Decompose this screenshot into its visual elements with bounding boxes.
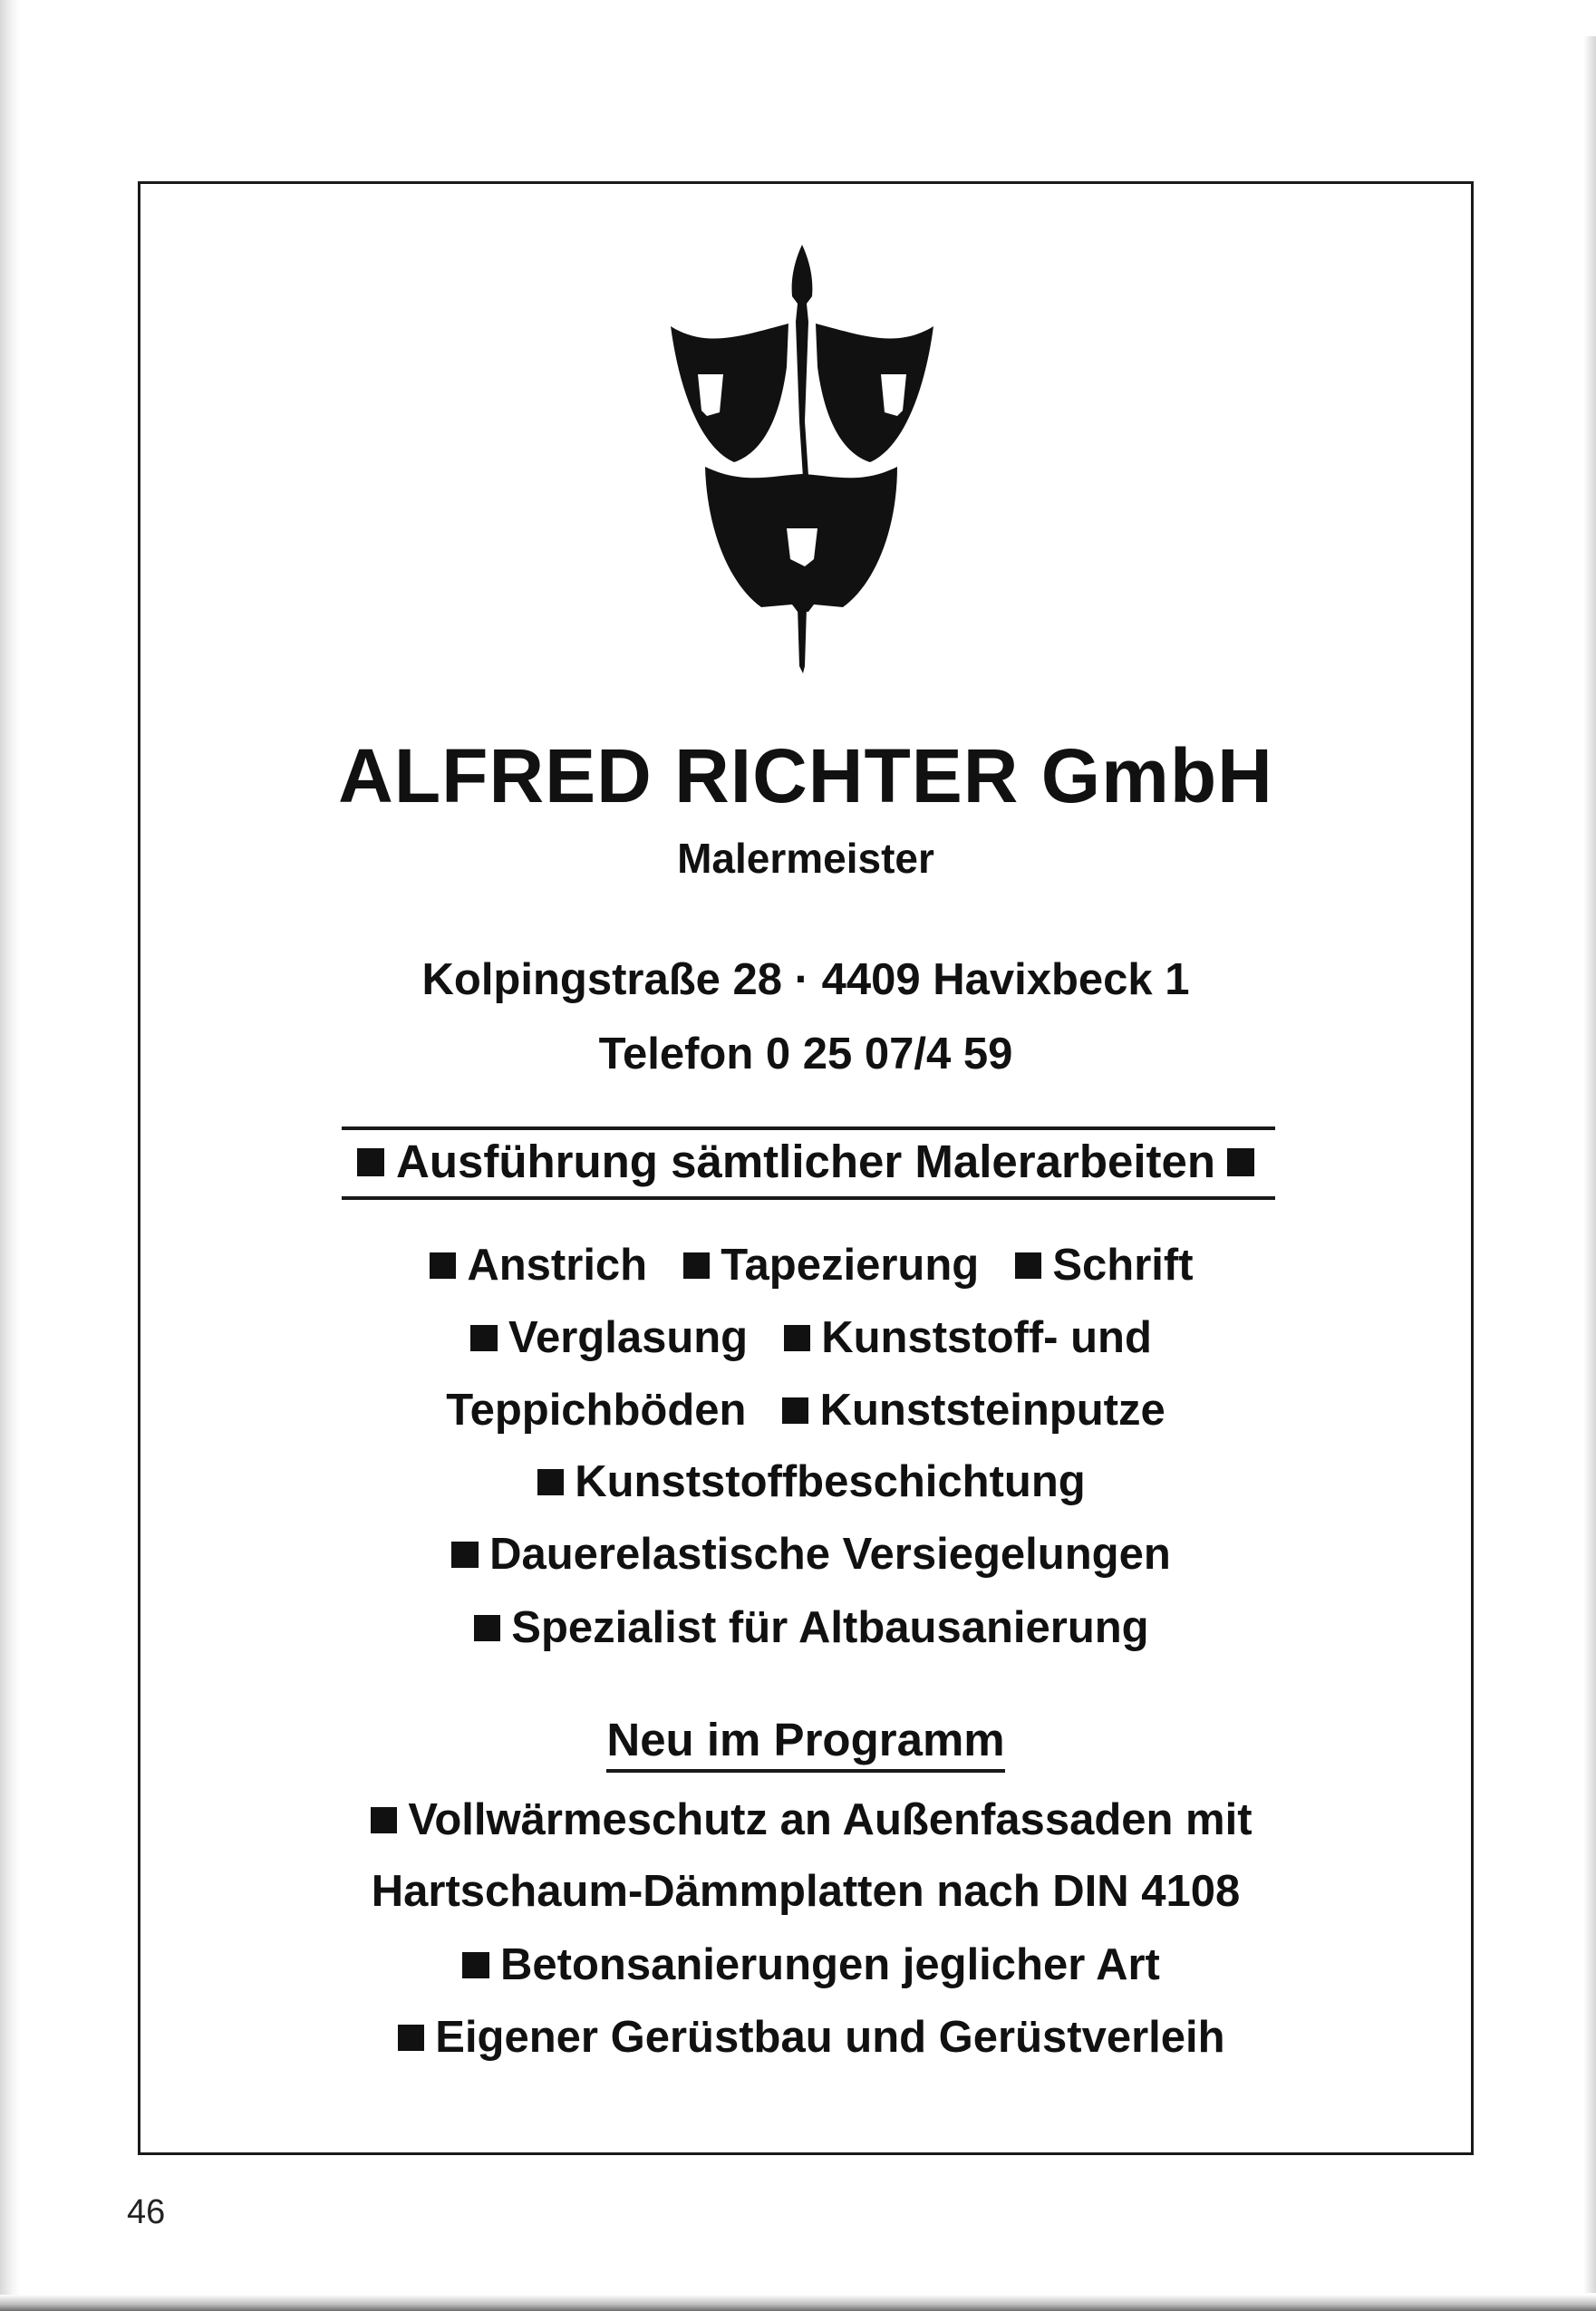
company-name: ALFRED RICHTER GmbH (338, 733, 1273, 818)
new-item-line (138, 2012, 1474, 2063)
new-item: Vollwärmeschutz an Außenfassaden mit (408, 1795, 1253, 1844)
new-item-line (138, 1866, 1474, 1917)
bullet-icon (451, 1542, 478, 1568)
bullet-icon (782, 1397, 808, 1424)
service-item: Teppichböden (446, 1386, 747, 1435)
bullet-icon (398, 2025, 424, 2051)
bullet-icon (537, 1469, 564, 1495)
bullet-icon (430, 1252, 456, 1279)
profession: Malermeister (677, 835, 934, 882)
bullet-icon (683, 1252, 710, 1279)
page-bottom-edge (0, 2295, 1596, 2311)
bullet-icon (371, 1807, 397, 1833)
service-item: Spezialist für Altbausanierung (511, 1603, 1149, 1652)
bullet-icon (470, 1325, 497, 1351)
new-item-line (138, 1939, 1474, 1990)
headline-rule-top (342, 1126, 1275, 1130)
service-item: Schrift (1052, 1241, 1194, 1290)
new-item: Eigener Gerüstbau und Gerüstverleih (435, 2013, 1225, 2062)
service-item: Verglasung (508, 1313, 749, 1362)
headline-rule-bottom (342, 1196, 1275, 1200)
services-line (138, 1312, 1474, 1363)
new-item: Hartschaum-Dämmplatten nach DIN 4108 (371, 1867, 1241, 1916)
service-item: Anstrich (467, 1241, 648, 1290)
page-number: 46 (127, 2193, 166, 2231)
service-item: Dauerelastische Versiegelungen (489, 1530, 1171, 1579)
services-line (138, 1529, 1474, 1580)
service-item: Tapezierung (721, 1241, 980, 1290)
paint-brush-logo-icon (671, 240, 933, 675)
bullet-icon (784, 1325, 810, 1351)
service-item: Kunststeinputze (819, 1386, 1166, 1435)
bullet-icon (1015, 1252, 1041, 1279)
bullet-icon (474, 1615, 500, 1641)
phone-number: Telefon 0 25 07/4 59 (598, 1030, 1013, 1078)
headline (138, 1135, 1474, 1188)
services-line (138, 1456, 1474, 1507)
new-program-heading (138, 1713, 1474, 1766)
service-item: Kunststoffbeschichtung (575, 1457, 1086, 1506)
new-program-heading-text: Neu im Programm (606, 1714, 1004, 1773)
bullet-icon (462, 1952, 488, 1978)
services-line (138, 1385, 1474, 1436)
headline-text: Ausführung sämtlicher Malerarbeiten (395, 1136, 1216, 1187)
page-right-edge (1583, 36, 1596, 2293)
service-item: Kunststoff- und (821, 1313, 1152, 1362)
address: Kolpingstraße 28 · 4409 Havixbeck 1 (421, 955, 1190, 1004)
new-item: Betonsanierungen jeglicher Art (500, 1940, 1160, 1989)
bullet-icon (1227, 1148, 1255, 1176)
new-item-line (138, 1794, 1474, 1845)
bullet-icon (357, 1148, 385, 1176)
page-left-edge (0, 0, 20, 2311)
services-line (138, 1602, 1474, 1653)
services-line (138, 1240, 1474, 1291)
